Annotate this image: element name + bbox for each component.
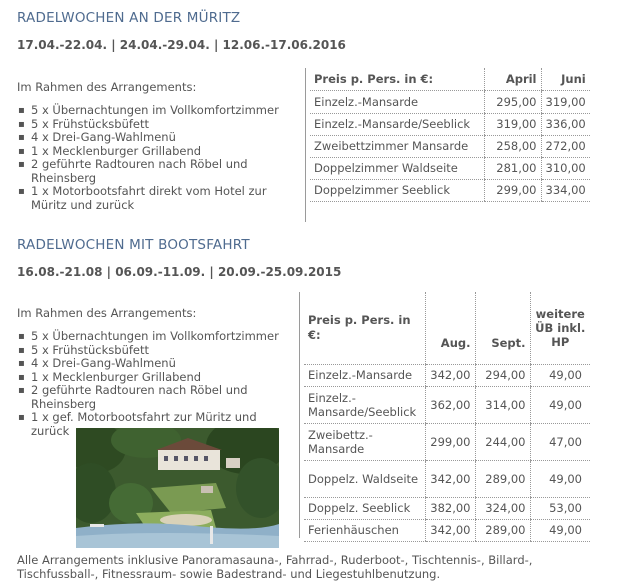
price-cell: 289,00 (475, 460, 530, 497)
room-type-cell: Einzelz.-Mansarde/Seeblick (310, 113, 484, 135)
section2-intro: Im Rahmen des Arrangements: (17, 306, 197, 320)
price-cell: 342,00 (425, 364, 475, 386)
price-cell: 49,00 (530, 460, 590, 497)
table-row (304, 497, 590, 519)
price-cell: 299,00 (484, 179, 541, 201)
table-header-april: April (484, 68, 541, 90)
table-row (310, 90, 590, 113)
table-row (304, 519, 590, 541)
section1-dates: 17.04.-22.04. | 24.04.-29.04. | 12.06.-17.06.2016 (17, 38, 346, 52)
price-cell: 314,00 (475, 386, 530, 423)
section1-intro: Im Rahmen des Arrangements: (17, 80, 197, 94)
table-row (304, 364, 590, 386)
table-header-room: Preis p. Pers. in €: (310, 68, 484, 90)
price-cell: 362,00 (425, 386, 475, 423)
price-cell: 295,00 (484, 90, 541, 113)
table-header-room: Preis p. Pers. in €: (304, 292, 425, 364)
price-cell: 382,00 (425, 497, 475, 519)
section2-dates: 16.08.-21.08 | 06.09.-11.09. | 20.09.-25.09.2015 (17, 265, 342, 279)
room-type-cell: Zweibettz.-Mansarde (304, 423, 425, 460)
column-divider (299, 292, 300, 538)
list-item: ▪ 2 geführte Radtouren nach Röbel und Rheinsberg (17, 384, 287, 411)
section2-price-table (304, 292, 590, 542)
table-row (304, 460, 590, 497)
list-item: ▪ 5 x Übernachtungen im Vollkomfortzimmer (17, 104, 292, 118)
room-type-cell: Einzelz.-Mansarde (304, 364, 425, 386)
room-type-cell: Zweibettzimmer Mansarde (310, 135, 484, 157)
price-cell: 289,00 (475, 519, 530, 541)
price-cell: 319,00 (541, 90, 590, 113)
room-type-cell: Doppelz. Seeblick (304, 497, 425, 519)
price-cell: 49,00 (530, 364, 590, 386)
price-cell: 299,00 (425, 423, 475, 460)
list-item: ▪ 2 geführte Radtouren nach Röbel und Rheinsberg (17, 158, 292, 185)
room-type-cell: Doppelzimmer Waldseite (310, 157, 484, 179)
room-type-cell: Einzelz.-Mansarde (310, 90, 484, 113)
price-cell: 342,00 (425, 460, 475, 497)
list-item: ▪ 5 x Frühstücksbüfett (17, 118, 292, 132)
room-type-cell: Doppelz. Waldseite (304, 460, 425, 497)
section1-inclusions-list (17, 104, 292, 212)
list-item: ▪ 1 x gef. Motorbootsfahrt zur Müritz und zurück (17, 411, 287, 438)
table-row (304, 423, 590, 460)
list-item: ▪ 1 x Mecklenburger Grillabend (17, 371, 287, 385)
room-type-cell: Einzelz.-Mansarde/Seeblick (304, 386, 425, 423)
section2-title: RADELWOCHEN MIT BOOTSFAHRT (17, 237, 250, 253)
price-cell: 319,00 (484, 113, 541, 135)
price-cell: 47,00 (530, 423, 590, 460)
table-header-extra-nights: weitere ÜB inkl. HP (530, 292, 590, 364)
table-header-june: Juni (541, 68, 590, 90)
price-cell: 310,00 (541, 157, 590, 179)
list-item: ▪ 1 x Mecklenburger Grillabend (17, 145, 292, 159)
price-cell: 272,00 (541, 135, 590, 157)
hotel-aerial-photo (76, 428, 279, 548)
table-row (310, 179, 590, 201)
price-cell: 244,00 (475, 423, 530, 460)
price-cell: 324,00 (475, 497, 530, 519)
room-type-cell: Doppelzimmer Seeblick (310, 179, 484, 201)
section2-inclusions-list (17, 330, 287, 438)
table-header-aug: Aug. (425, 292, 475, 364)
list-item: ▪ 4 x Drei-Gang-Wahlmenü (17, 357, 287, 371)
table-row (310, 157, 590, 179)
list-item: ▪ 5 x Übernachtungen im Vollkomfortzimmer (17, 330, 287, 344)
price-cell: 281,00 (484, 157, 541, 179)
table-row (304, 386, 590, 423)
list-item: ▪ 1 x Motorbootsfahrt direkt vom Hotel zur Müritz und zurück (17, 185, 292, 212)
table-row (310, 135, 590, 157)
price-cell: 49,00 (530, 386, 590, 423)
price-cell: 49,00 (530, 519, 590, 541)
price-cell: 334,00 (541, 179, 590, 201)
price-cell: 53,00 (530, 497, 590, 519)
room-type-cell: Ferienhäuschen (304, 519, 425, 541)
price-cell: 258,00 (484, 135, 541, 157)
list-item: ▪ 4 x Drei-Gang-Wahlmenü (17, 131, 292, 145)
column-divider (305, 68, 306, 222)
price-cell: 294,00 (475, 364, 530, 386)
section1-title: RADELWOCHEN AN DER MÜRITZ (17, 10, 241, 26)
table-header-sept: Sept. (475, 292, 530, 364)
list-item: ▪ 5 x Frühstücksbüfett (17, 344, 287, 358)
table-row (310, 113, 590, 135)
section1-price-table (310, 68, 590, 202)
price-cell: 336,00 (541, 113, 590, 135)
footer-note: Alle Arrangements inklusive Panoramasauna-, Fahrrad-, Ruderboot-, Tischtennis-, Billard-, Tischfussball-, Fitnessraum- sowie Badestrand- und Liegestuhlbenutzung. (17, 553, 533, 581)
price-cell: 342,00 (425, 519, 475, 541)
